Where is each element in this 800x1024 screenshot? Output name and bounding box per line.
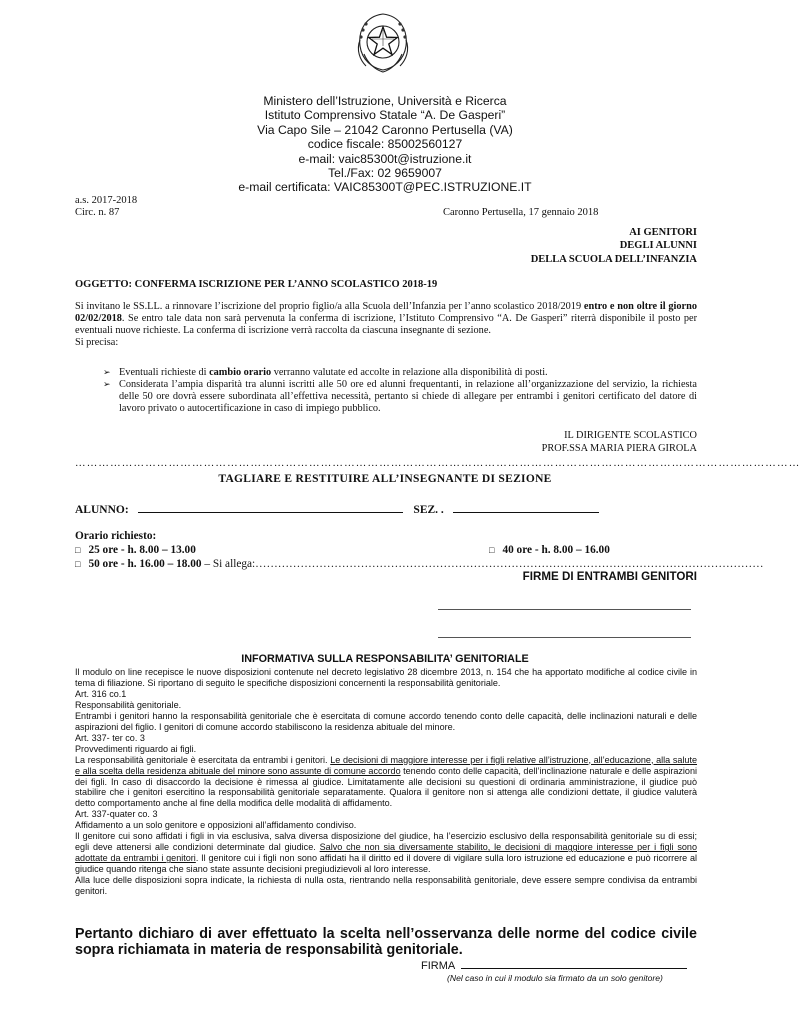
parent-signature-line-1[interactable] xyxy=(438,609,691,610)
info-text: . Il genitore cui i figli non sono affidati ha il diritto ed il dovere di vigilare sulla loro istruzione ed educazione e può ricorrere al giudice quando ritenga che siano state assunte decisioni pregiudizievoli al loro interesse. xyxy=(75,853,698,875)
letter-body xyxy=(75,301,697,349)
body-text: . Se entro tale data non sarà pervenuta la conferma di iscrizione, l’Istituto Comprensivo “A. De Gasperi” riterrà disponibile il posto per eventuali nuove richieste. La conferma di iscrizione verrà raccolta da ciascuna insegnante di sezione. xyxy=(75,312,697,336)
checkbox-icon[interactable]: □ xyxy=(75,545,81,555)
sez-input-line[interactable] xyxy=(453,502,599,513)
info-paragraph: Alla luce delle disposizioni sopra indicate, la richiesta di nulla osta, rientrando nella responsabilità genitoriale, deve essere sempre condivisa da entrambi genitori. xyxy=(75,875,697,897)
subject-line: OGGETTO: CONFERMA ISCRIZIONE PER L’ANNO SCOLASTICO 2018-19 xyxy=(75,279,438,290)
firma-label: FIRMA xyxy=(421,960,456,972)
body-paragraph: Si precisa: xyxy=(75,336,119,348)
place-date: Caronno Pertusella, 17 gennaio 2018 xyxy=(443,207,599,218)
recipients xyxy=(531,226,697,266)
institute-name: Istituto Comprensivo Statale “A. De Gasperi” xyxy=(264,108,506,123)
body-paragraph xyxy=(75,301,697,337)
info-text: Il genitore cui sono affidati i figli in via esclusiva, salva diversa disposizione del giudice, ha l’esercizio esclusivo della responsabilità genitoriale su di essi; egli deve attenersi alle condizioni determinate dal giudice. xyxy=(75,831,697,853)
institute-telfax: Tel./Fax: 02 9659007 xyxy=(328,166,442,181)
principal-signature xyxy=(542,430,697,455)
article-ref: Art. 316 co.1 xyxy=(75,688,127,699)
orario-label: Orario richiesto: xyxy=(75,530,157,542)
article-ref: Art. 337-quater co. 3 xyxy=(75,809,158,820)
institute-address: Via Capo Sile – 21042 Caronno Pertusella (VA) xyxy=(257,122,513,137)
info-paragraph: Entrambi i genitori hanno la responsabilità genitoriale che è esercitata di comune accordo tenendo conto delle capacità, delle inclinazioni naturali e delle aspirazioni del figlio. I genitori di comune accordo stabiliscono la residenza abituale del minore. xyxy=(75,710,697,732)
principal-name: PROF.SSA MARIA PIERA GIROLA xyxy=(541,442,697,454)
deadline-text: entro e non oltre il giorno 02/02/2018 xyxy=(75,301,697,324)
option-label: 50 ore - h. 16.00 – 18.00 xyxy=(88,558,202,570)
letterhead xyxy=(0,94,770,195)
arrowhead-bullet-icon: ➢ xyxy=(103,378,111,389)
fiscal-code: codice fiscale: 85002560127 xyxy=(307,137,463,152)
article-title: Provvedimenti riguardo ai figli. xyxy=(75,743,197,754)
institute-email: e-mail: vaic85300t@istruzione.it xyxy=(298,151,472,166)
option-25-ore[interactable] xyxy=(75,544,196,556)
info-text: La responsabilità genitoriale è esercitata da entrambi i genitori. xyxy=(75,754,331,765)
bullet-bold: cambio orario xyxy=(209,367,272,378)
info-text: tenendo conto delle capacità, dell’inclinazione naturale e delle aspirazioni dei figli. In caso di disaccordo la decisione è rimessa al giudice. Limitatamente alle decisioni su questioni di ordinaria amministrazione, il giudice può stabilire che i genitori esercitino la responsabilità genitoriale separatamente. Qualora il genitore non si attenga alle condizioni dettate, il giudice valuterà detto comportamento anche al fine della modifica delle modalità di affidamento. xyxy=(75,765,698,809)
option-label: 40 ore - h. 8.00 – 16.00 xyxy=(502,544,610,556)
alunno-label: ALUNNO: xyxy=(75,504,129,516)
article-ref: Art. 337- ter co. 3 xyxy=(75,732,145,743)
option-label: 25 ore - h. 8.00 – 13.00 xyxy=(88,544,196,556)
option-50-ore[interactable] xyxy=(75,558,764,570)
checkbox-icon[interactable]: □ xyxy=(75,559,81,569)
checkbox-icon[interactable]: □ xyxy=(489,545,495,555)
bullet-text: Considerata l’ampia disparità tra alunni iscritti alle 50 ore ed alunni frequentanti, in relazione all’organizzazione del servizio, la richiesta delle 50 ore dovrà essere subordinata all’effettiva necessità, pertanto si chiede di allegare per entrambi i genitori certificato del datore di lavoro privato o autocertificazione in caso di impiego pubblico. xyxy=(119,378,697,414)
info-underlined: Le decisioni di maggiore interesse per i figli relative all’istruzione, all’educazione, alla salute e alla scelta della residenza abituale del minore sono assunte di comune accordo xyxy=(75,754,698,776)
list-item xyxy=(75,367,697,379)
info-paragraph: Il modulo on line recepisce le nuove disposizioni contenute nel decreto legislativo 28 dicembre 2013, n. 154 che ha apportato modifiche al codice civile in tema di filiazione. Si riportano di seguito le specifiche disposizioni concernenti la responsabilità genitoriale. xyxy=(75,667,697,688)
institute-pec: e-mail certificata: VAIC85300T@PEC.ISTRUZIONE.IT xyxy=(238,180,532,195)
sez-label: SEZ. . xyxy=(413,504,444,516)
parents-signature-title: FIRME DI ENTRAMBI GENITORI xyxy=(522,570,697,583)
declaration: Pertanto dichiaro di aver effettuato la scelta nell’osservanza delle norme del codice civile sopra richiamata in materia de responsabilità genitoriale. xyxy=(75,926,697,959)
italian-republic-emblem-icon xyxy=(352,10,414,76)
article-title: Responsabilità genitoriale. xyxy=(75,699,182,710)
ministry-name: Ministero dell’Istruzione, Università e Ricerca xyxy=(263,94,507,108)
bullet-text: Eventuali richieste di xyxy=(119,367,210,378)
info-paragraph xyxy=(75,755,697,810)
cut-line: …………………………………………………………………………………………………………………………………………………………………… xyxy=(75,458,800,469)
firma-row xyxy=(421,958,687,972)
recipient-line: DEGLI ALUNNI xyxy=(619,240,697,252)
option-40-ore[interactable] xyxy=(489,544,610,556)
alunno-input-line[interactable] xyxy=(138,502,403,513)
recipient-line: AI GENITORI xyxy=(629,227,697,238)
parent-signature-line-2[interactable] xyxy=(438,637,691,638)
circular-number: Circ. n. 87 xyxy=(75,207,120,218)
principal-role: IL DIRIGENTE SCOLASTICO xyxy=(564,430,697,441)
info-underlined: Salvo che non sia diversamente stabilito, le decisioni di maggiore interesse per i figli sono adottate da entrambi i genitori xyxy=(75,842,697,864)
info-body xyxy=(75,667,697,897)
body-text: Si invitano le SS.LL. a rinnovare l’iscrizione del proprio figlio/a alla Scuola dell’Infanzia per l’anno scolastico 2018/2019 xyxy=(75,301,584,312)
recipient-line: DELLA SCUOLA DELL’INFANZIA xyxy=(530,253,697,265)
student-row xyxy=(75,502,599,516)
info-title: INFORMATIVA SULLA RESPONSABILITA’ GENITORIALE xyxy=(241,653,529,665)
bullet-list xyxy=(75,367,697,415)
firma-input-line[interactable] xyxy=(461,958,687,969)
arrowhead-bullet-icon: ➢ xyxy=(103,367,111,377)
attachment-line: – Si allega:……………………………………………………………………………………………………………………… xyxy=(201,558,764,570)
info-paragraph xyxy=(75,831,697,875)
list-item xyxy=(75,379,697,415)
cut-title: TAGLIARE E RESTITUIRE ALL’INSEGNANTE DI SEZIONE xyxy=(218,473,552,485)
school-year: a.s. 2017-2018 xyxy=(75,195,138,206)
article-title: Affidamento a un solo genitore e opposizioni all’affidamento condiviso. xyxy=(75,820,357,831)
bullet-text: verranno valutate ed accolte in relazione alla disponibilità di posti. xyxy=(271,367,548,378)
firma-note: (Nel caso in cui il modulo sia firmato da un solo genitore) xyxy=(447,973,663,983)
